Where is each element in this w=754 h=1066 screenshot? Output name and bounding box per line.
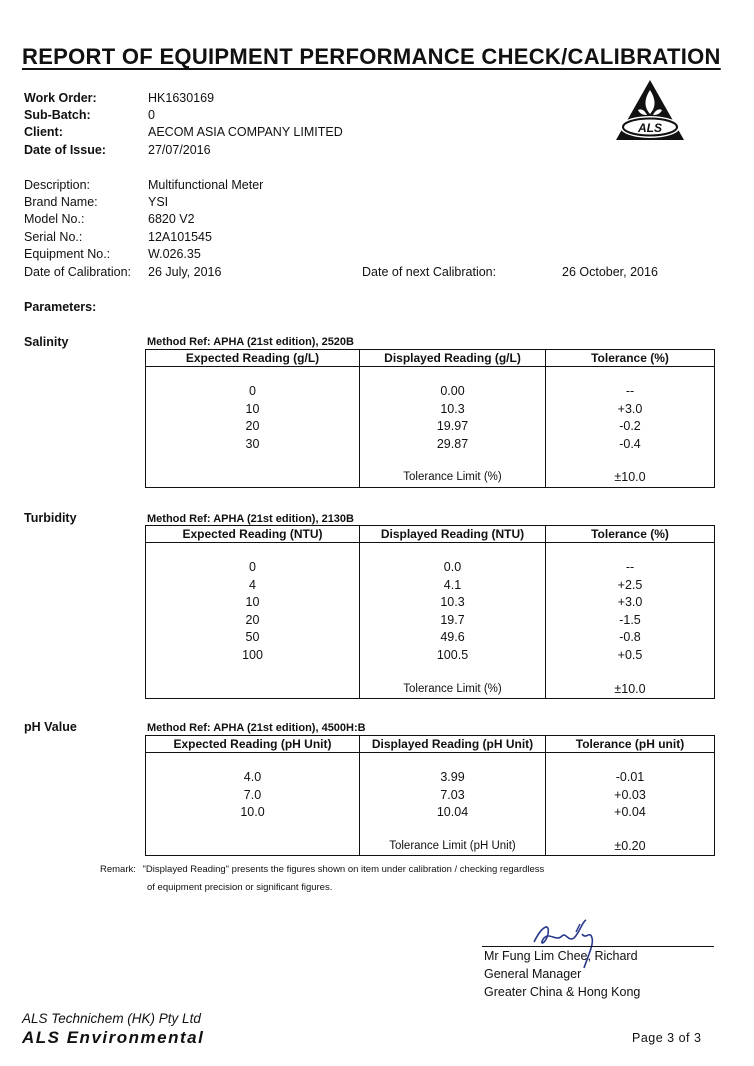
table-row: [146, 804, 715, 822]
info-label: Equipment No.:: [24, 247, 111, 261]
als-logo-graphic: [614, 78, 686, 142]
table-spacer-row: [146, 665, 715, 681]
report-title: REPORT OF EQUIPMENT PERFORMANCE CHECK/CALIBRATION: [22, 44, 721, 69]
info-value: HK1630169: [148, 91, 215, 105]
info-value: AECOM ASIA COMPANY LIMITED: [148, 125, 343, 139]
column-header: Displayed Reading (NTU): [360, 526, 546, 543]
cell-displayed: 100.5: [360, 647, 546, 665]
table-row: [146, 647, 715, 665]
table-spacer-row: [146, 543, 715, 560]
tolerance-limit-value: ±10.0: [546, 469, 715, 487]
column-header: Expected Reading (pH Unit): [146, 736, 360, 753]
info-row-equipment-no: [24, 246, 201, 263]
cell-tolerance: +0.03: [546, 787, 715, 805]
info-row-brand: [24, 194, 168, 211]
remark: [100, 861, 544, 897]
method-ref-ph: Method Ref: APHA (21st edition), 4500H:B: [147, 722, 366, 734]
table-row: [146, 383, 715, 401]
cell-expected: 100: [146, 647, 360, 665]
info-row-work-order: [24, 90, 214, 107]
info-label: Date of Calibration:: [24, 265, 132, 279]
table-row: [146, 401, 715, 419]
page-number: Page 3 of 3: [632, 1031, 702, 1045]
column-header: Tolerance (%): [546, 526, 715, 543]
salinity-table: [145, 349, 715, 488]
column-header: Expected Reading (NTU): [146, 526, 360, 543]
tolerance-limit-label: Tolerance Limit (%): [360, 681, 546, 699]
cell-tolerance: -0.01: [546, 769, 715, 787]
cell-expected: 4: [146, 577, 360, 595]
cell-expected: 30: [146, 436, 360, 454]
info-row-description: [24, 177, 263, 194]
tolerance-limit-row: [146, 681, 715, 699]
info-row-serial: [24, 229, 212, 246]
signer-name: Mr Fung Lim Chee, Richard: [484, 949, 638, 963]
tolerance-limit-label: Tolerance Limit (%): [360, 469, 546, 487]
cell-tolerance: +0.04: [546, 804, 715, 822]
signer-title: General Manager: [484, 967, 582, 981]
cell-displayed: 10.3: [360, 594, 546, 612]
cell-tolerance: +0.5: [546, 647, 715, 665]
column-header: Tolerance (pH unit): [546, 736, 715, 753]
cell-expected: 4.0: [146, 769, 360, 787]
table-header-row: [146, 736, 715, 753]
info-row-model: [24, 211, 195, 228]
table-row: [146, 577, 715, 595]
info-row-client: [24, 124, 343, 141]
cell-tolerance: -1.5: [546, 612, 715, 630]
column-header: Tolerance (%): [546, 350, 715, 367]
cell-expected: 10.0: [146, 804, 360, 822]
table-header-row: [146, 526, 715, 543]
footer-brand: ALS Environmental: [22, 1028, 205, 1047]
tolerance-limit-value: ±0.20: [546, 838, 715, 856]
turbidity-table: [145, 525, 715, 699]
table-spacer-row: [146, 367, 715, 384]
cell-expected: 20: [146, 418, 360, 436]
info-value: W.026.35: [148, 247, 201, 261]
table-row: [146, 436, 715, 454]
cell-displayed: 0.0: [360, 559, 546, 577]
next-calibration-value: 26 October, 2016: [562, 265, 658, 279]
table-row: [146, 629, 715, 647]
remark-line-2: of equipment precision or significant figures.: [147, 882, 333, 893]
cell-displayed: 10.04: [360, 804, 546, 822]
table-row: [146, 787, 715, 805]
cell-displayed: 10.3: [360, 401, 546, 419]
section-label-salinity: Salinity: [24, 335, 69, 349]
cell-tolerance: +3.0: [546, 401, 715, 419]
cell-expected: 0: [146, 383, 360, 401]
cell-tolerance: -0.8: [546, 629, 715, 647]
cell-tolerance: --: [546, 383, 715, 401]
column-header: Displayed Reading (g/L): [360, 350, 546, 367]
info-label: Description:: [24, 178, 90, 192]
table-spacer-row: [146, 753, 715, 770]
tolerance-limit-label: Tolerance Limit (pH Unit): [360, 838, 546, 856]
parameters-label: Parameters:: [24, 300, 97, 314]
cell-expected: 20: [146, 612, 360, 630]
info-row-date-of-issue: [24, 142, 211, 159]
logo-text: ALS: [638, 121, 662, 135]
info-label: Date of Issue:: [24, 143, 106, 157]
table-row: [146, 612, 715, 630]
info-label: Brand Name:: [24, 195, 98, 209]
table-header-row: [146, 350, 715, 367]
table-row: [146, 418, 715, 436]
cell-expected: 10: [146, 594, 360, 612]
cell-expected: 50: [146, 629, 360, 647]
cell-expected: 0: [146, 559, 360, 577]
table-spacer-row: [146, 453, 715, 469]
column-header: Expected Reading (g/L): [146, 350, 360, 367]
als-logo: [614, 78, 686, 142]
cell-tolerance: -0.4: [546, 436, 715, 454]
cell-expected: 10: [146, 401, 360, 419]
method-ref-salinity: Method Ref: APHA (21st edition), 2520B: [147, 336, 354, 348]
cell-tolerance: --: [546, 559, 715, 577]
cell-displayed: 7.03: [360, 787, 546, 805]
tolerance-limit-value: ±10.0: [546, 681, 715, 699]
info-label: Serial No.:: [24, 230, 83, 244]
section-label-ph: pH Value: [24, 720, 77, 734]
cell-displayed: 19.7: [360, 612, 546, 630]
cell-displayed: 4.1: [360, 577, 546, 595]
cell-displayed: 3.99: [360, 769, 546, 787]
table-row: [146, 559, 715, 577]
info-value: 27/07/2016: [148, 143, 211, 157]
cell-displayed: 29.87: [360, 436, 546, 454]
info-value: 12A101545: [148, 230, 212, 244]
table-row: [146, 769, 715, 787]
cell-tolerance: +3.0: [546, 594, 715, 612]
info-row-sub-batch: [24, 107, 155, 124]
next-calibration-label: Date of next Calibration:: [362, 265, 497, 279]
cell-tolerance: +2.5: [546, 577, 715, 595]
info-label: Sub-Batch:: [24, 108, 91, 122]
table-row: [146, 594, 715, 612]
column-header: Displayed Reading (pH Unit): [360, 736, 546, 753]
cell-expected: 7.0: [146, 787, 360, 805]
signature-line: [482, 946, 714, 947]
cell-displayed: 0.00: [360, 383, 546, 401]
info-value: 0: [148, 108, 155, 122]
remark-line-1: "Displayed Reading" presents the figures shown on item under calibration / checking regardless: [142, 864, 545, 875]
info-value: Multifunctional Meter: [148, 178, 264, 192]
info-value: 6820 V2: [148, 212, 195, 226]
footer-company: ALS Technichem (HK) Pty Ltd: [22, 1011, 201, 1026]
cell-tolerance: -0.2: [546, 418, 715, 436]
method-ref-turbidity: Method Ref: APHA (21st edition), 2130B: [147, 513, 354, 525]
signer-region: Greater China & Hong Kong: [484, 985, 641, 999]
section-label-turbidity: Turbidity: [24, 511, 77, 525]
info-value: YSI: [148, 195, 169, 209]
info-label: Model No.:: [24, 212, 85, 226]
tolerance-limit-row: [146, 838, 715, 856]
cell-displayed: 49.6: [360, 629, 546, 647]
ph-table: [145, 735, 715, 856]
info-value: 26 July, 2016: [148, 265, 222, 279]
table-spacer-row: [146, 822, 715, 838]
cell-displayed: 19.97: [360, 418, 546, 436]
info-row-calibration-date: [24, 264, 221, 281]
remark-label: Remark:: [100, 864, 136, 875]
info-label: Client:: [24, 125, 63, 139]
info-label: Work Order:: [24, 91, 97, 105]
tolerance-limit-row: [146, 469, 715, 487]
